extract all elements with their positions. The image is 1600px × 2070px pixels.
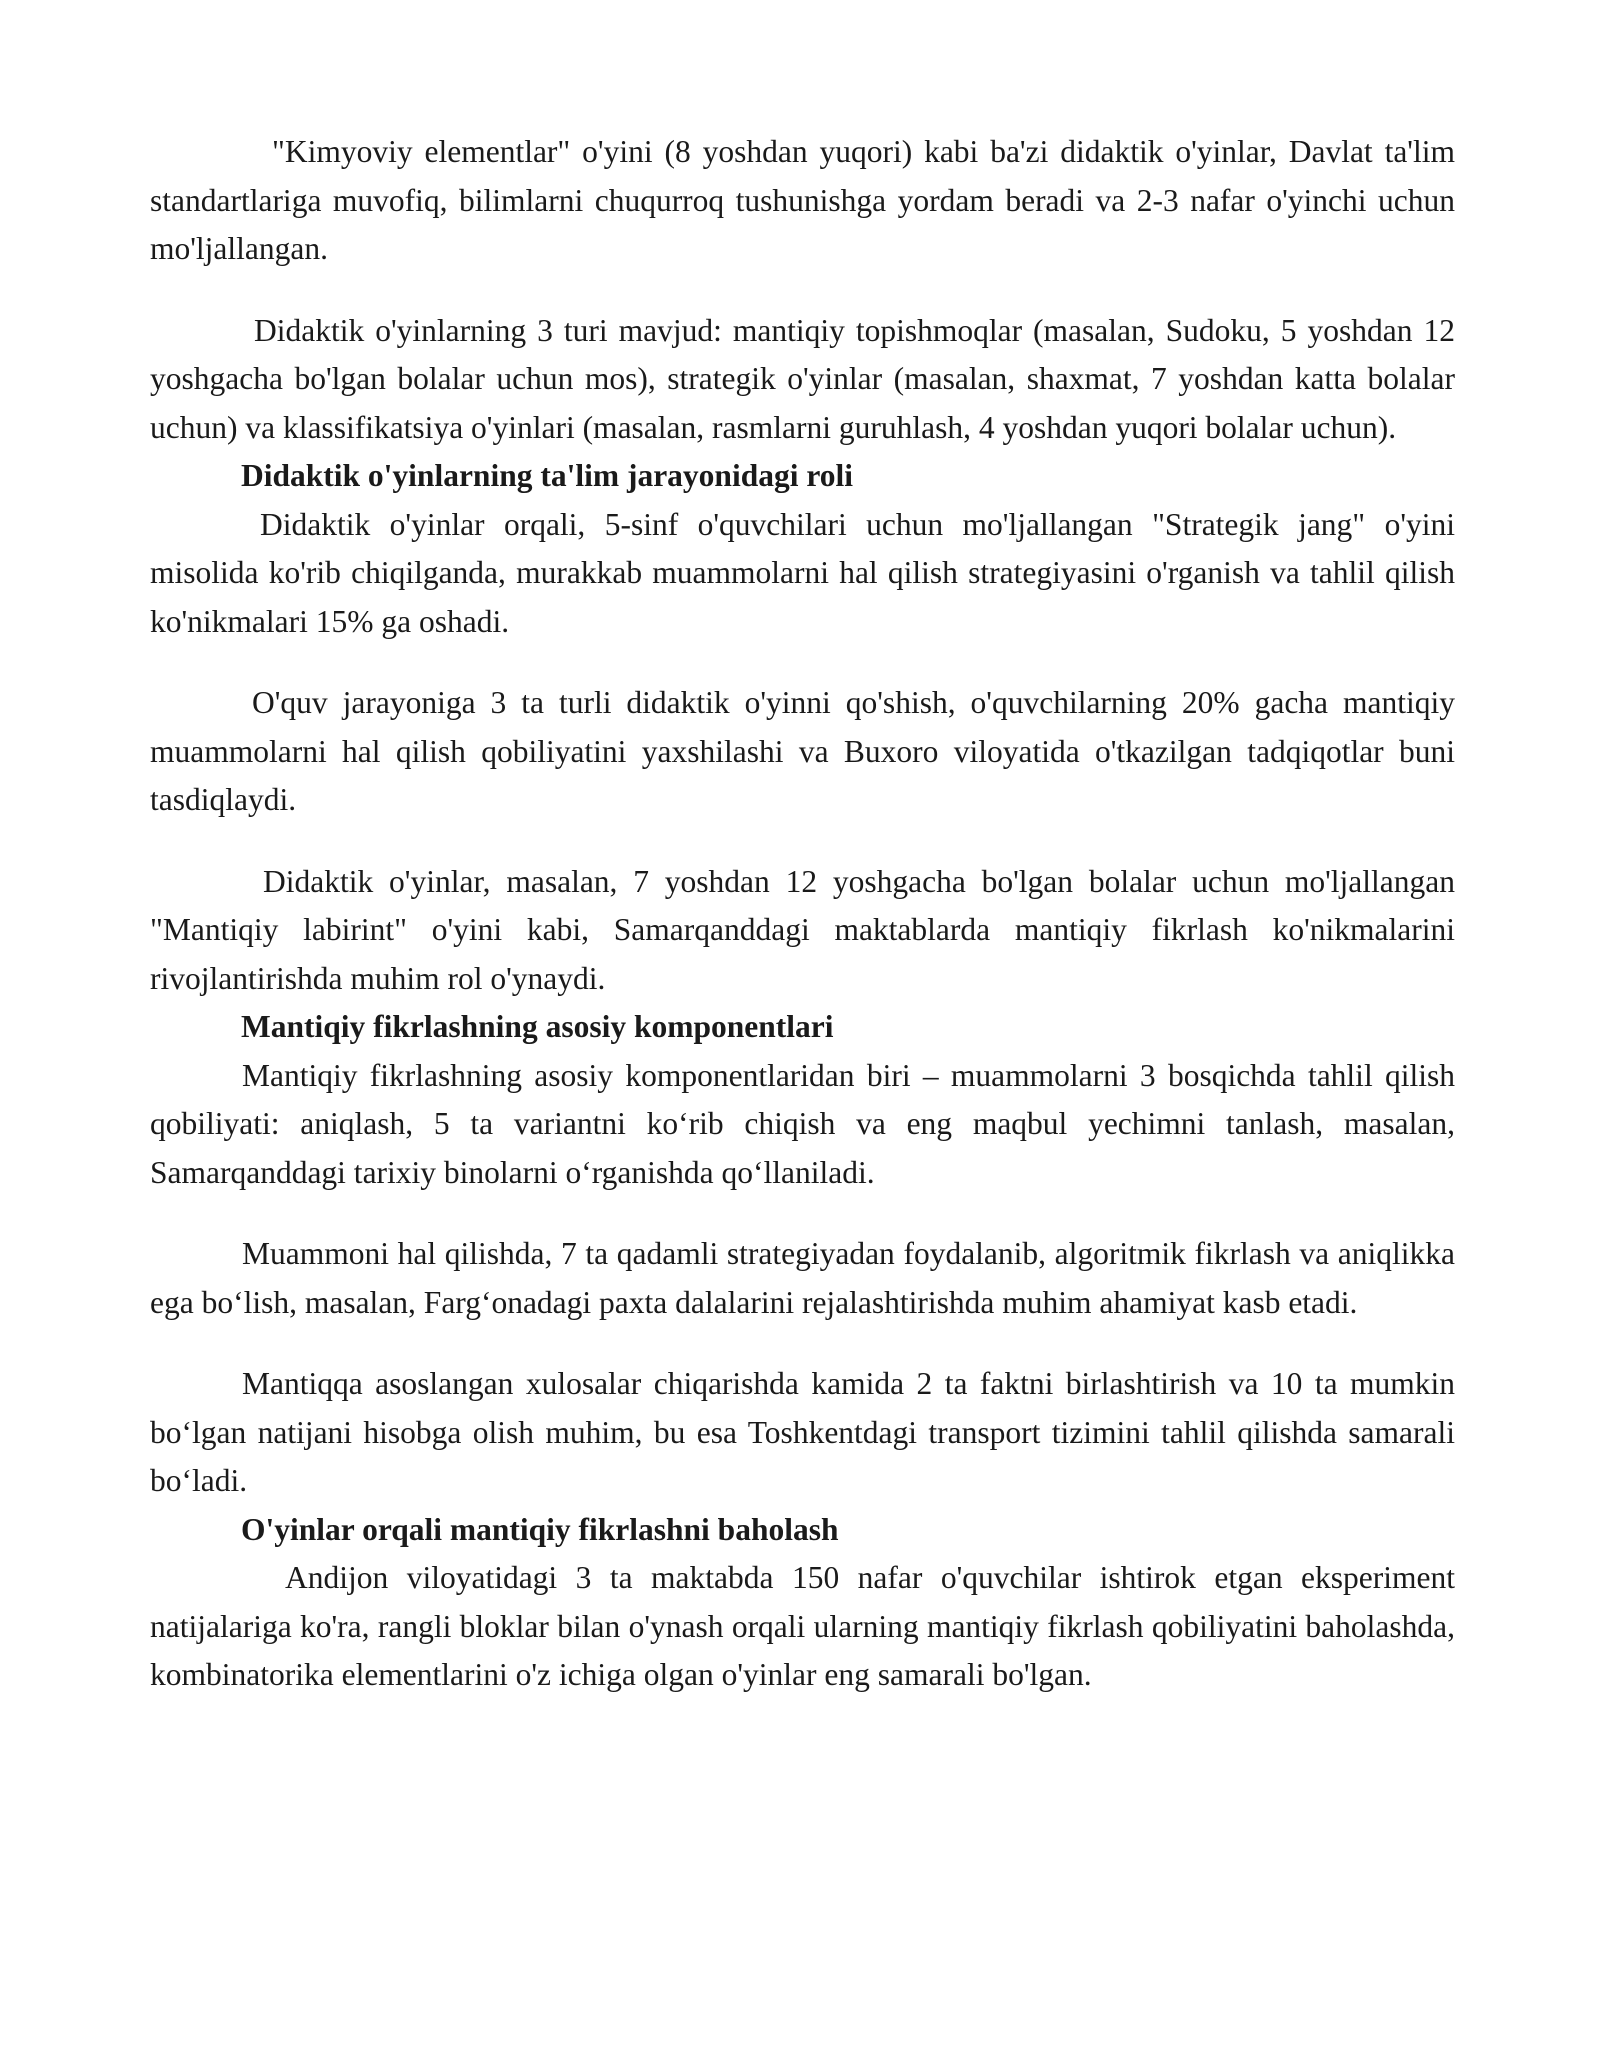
paragraph-xulosalar: Mantiqqa asoslangan xulosalar chiqarishda kamida 2 ta faktni birlashtirish va 10 ta mumkin bo‘lgan natijani hisobga olish muhim, bu esa Toshkentdagi transport tizimini tahlil qilishda samarali bo‘ladi.: [150, 1366, 1455, 1498]
section-heading-talim-jarayoni: Didaktik o'yinlarning ta'lim jarayonidagi roli: [241, 458, 854, 493]
paragraph-andijon-eksperiment: Andijon viloyatidagi 3 ta maktabda 150 nafar o'quvchilar ishtirok etgan eksperiment natijalariga ko'ra, rangli bloklar bilan o'ynash orqali ularning mantiqiy fikrlash qobiliyatini baholashda, kombinatorika elementlarini o'z ichiga olgan o'yinlar eng samarali bo'lgan.: [150, 1560, 1455, 1692]
section-heading-baholash: O'yinlar orqali mantiqiy fikrlashni baholash: [241, 1511, 839, 1547]
section-heading-asosiy-komponentlar: Mantiqiy fikrlashning asosiy komponentlari: [241, 1009, 834, 1044]
paragraph-buxoro-tadqiqot: O'quv jarayoniga 3 ta turli didaktik o'yinni qo'shish, o'quvchilarning 20% gacha mantiqiy muammolarni hal qilish qobiliyatini yaxshilashi va Buxoro viloyatida o'tkazilgan tadqiqotlar buni tasdiqlaydi.: [150, 685, 1455, 817]
paragraph-yetti-qadam: Muammoni hal qilishda, 7 ta qadamli strategiyadan foydalanib, algoritmik fikrlash va aniqlikka ega bo‘lish, masalan, Farg‘onadagi paxta dalalarini rejalashtirishda muhim ahamiyat kasb etadi.: [150, 1236, 1455, 1320]
paragraph-uch-bosqich: Mantiqiy fikrlashning asosiy komponentlaridan biri – muammolarni 3 bosqichda tahlil qilish qobiliyati: aniqlash, 5 ta variantni ko‘rib chiqish va eng maqbul yechimni tanlash, masalan, Samarqanddagi tarixiy binolarni o‘rganishda qo‘llaniladi.: [150, 1057, 1455, 1190]
paragraph-kimyoviy-elementlar: "Kimyoviy elementlar" o'yini (8 yoshdan yuqori) kabi ba'zi didaktik o'yinlar, Davlat ta'lim standartlariga muvofiq, bilimlarni chuqurroq tushunishga yordam beradi va 2-3 nafar o'yinchi uchun mo'ljallangan.: [150, 134, 1455, 266]
paragraph-strategik-jang: Didaktik o'yinlar orqali, 5-sinf o'quvchilari uchun mo'ljallangan "Strategik jang" o'yini misolida ko'rib chiqilganda, murakkab muammolarni hal qilish strategiyasini o'rganish va tahlil qilish ko'nikmalari 15% ga oshadi.: [150, 506, 1455, 639]
paragraph-didaktik-turlari: Didaktik o'yinlarning 3 turi mavjud: mantiqiy topishmoqlar (masalan, Sudoku, 5 yoshdan 12 yoshgacha bo'lgan bolalar uchun mos), strategik o'yinlar (masalan, shaxmat, 7 yoshdan katta bolalar uchun) va klassifikatsiya o'yinlari (masalan, rasmlarni guruhlash, 4 yoshdan yuqori bolalar uchun).: [150, 312, 1455, 445]
document-body: [150, 128, 1455, 1700]
paragraph-mantiqiy-labirint: Didaktik o'yinlar, masalan, 7 yoshdan 12 yoshgacha bo'lgan bolalar uchun mo'ljallangan "Mantiqiy labirint" o'yini kabi, Samarqanddagi maktablarda mantiqiy fikrlash ko'nikmalarini rivojlantirishda muhim rol o'ynaydi.: [150, 863, 1455, 996]
